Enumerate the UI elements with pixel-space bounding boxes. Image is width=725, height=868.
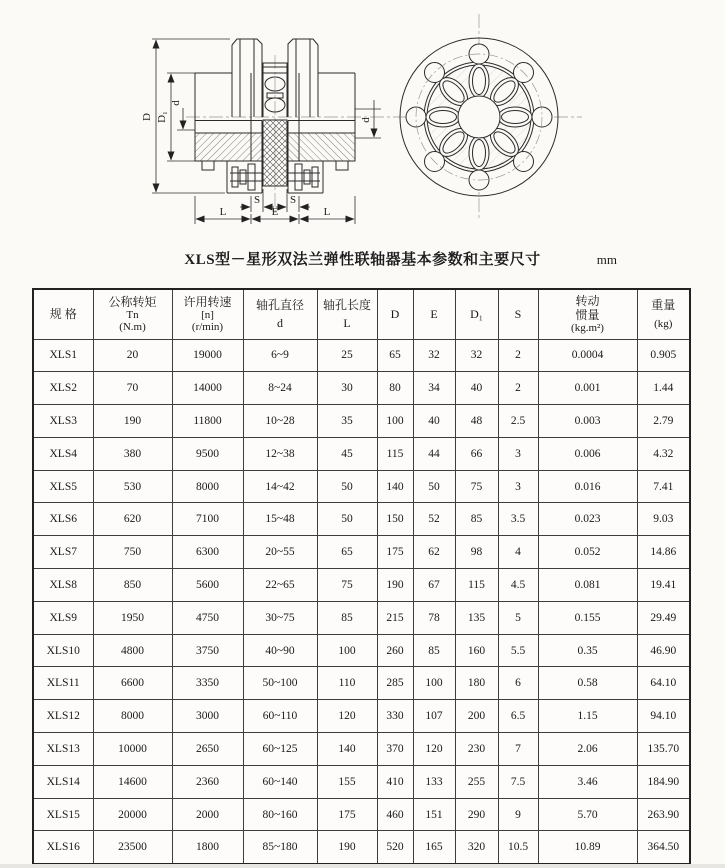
value-cell: 3.46 (538, 765, 637, 798)
spec-cell: XLS15 (33, 798, 93, 831)
value-cell: 7.5 (498, 765, 538, 798)
value-cell: 255 (455, 765, 498, 798)
value-cell: 60~110 (243, 700, 317, 733)
value-cell: 9 (498, 798, 538, 831)
value-cell: 9.03 (637, 503, 690, 536)
dim-label-L-right: L (323, 206, 331, 218)
value-cell: 107 (413, 700, 455, 733)
value-cell: 22~65 (243, 569, 317, 602)
value-cell: 1800 (172, 831, 243, 864)
value-cell: 0.006 (538, 437, 637, 470)
value-cell: 7100 (172, 503, 243, 536)
value-cell: 20000 (93, 798, 172, 831)
value-cell: 45 (317, 437, 377, 470)
table-row (33, 700, 690, 733)
value-cell: 9500 (172, 437, 243, 470)
value-cell: 23500 (93, 831, 172, 864)
value-cell: 115 (455, 569, 498, 602)
spec-cell: XLS5 (33, 470, 93, 503)
value-cell: 364.50 (637, 831, 690, 864)
table-row (33, 667, 690, 700)
value-cell: 4.32 (637, 437, 690, 470)
value-cell: 184.90 (637, 765, 690, 798)
value-cell: 135.70 (637, 733, 690, 766)
value-cell: 60~140 (243, 765, 317, 798)
col-header-speed: 许用转速 [n] (r/min) (172, 289, 243, 339)
value-cell: 10000 (93, 733, 172, 766)
value-cell: 0.001 (538, 372, 637, 405)
table-title: XLS型－星形双法兰弹性联轴器基本参数和主要尺寸 (184, 252, 541, 268)
value-cell: 190 (93, 405, 172, 438)
value-cell: 94.10 (637, 700, 690, 733)
table-row (33, 437, 690, 470)
value-cell: 1.44 (637, 372, 690, 405)
value-cell: 5.70 (538, 798, 637, 831)
value-cell: 140 (377, 470, 413, 503)
value-cell: 0.905 (637, 339, 690, 372)
value-cell: 25 (317, 339, 377, 372)
value-cell: 530 (93, 470, 172, 503)
value-cell: 14600 (93, 765, 172, 798)
value-cell: 0.0004 (538, 339, 637, 372)
value-cell: 14~42 (243, 470, 317, 503)
value-cell: 66 (455, 437, 498, 470)
spec-cell: XLS1 (33, 339, 93, 372)
value-cell: 120 (413, 733, 455, 766)
value-cell: 4 (498, 536, 538, 569)
table-row (33, 405, 690, 438)
value-cell: 2360 (172, 765, 243, 798)
dim-label-S-right: S (289, 194, 297, 206)
page-bottom-edge (0, 864, 725, 868)
value-cell: 100 (413, 667, 455, 700)
value-cell: 85 (317, 601, 377, 634)
dim-label-D: D (141, 113, 153, 121)
value-cell: 620 (93, 503, 172, 536)
value-cell: 32 (455, 339, 498, 372)
value-cell: 135 (455, 601, 498, 634)
col-header-D1: D₁ (455, 289, 498, 339)
col-header-bore: 轴孔直径 d (243, 289, 317, 339)
value-cell: 8~24 (243, 372, 317, 405)
value-cell: 40~90 (243, 634, 317, 667)
value-cell: 4750 (172, 601, 243, 634)
value-cell: 46.90 (637, 634, 690, 667)
value-cell: 3.5 (498, 503, 538, 536)
value-cell: 50~100 (243, 667, 317, 700)
value-cell: 14.86 (637, 536, 690, 569)
value-cell: 10.5 (498, 831, 538, 864)
value-cell: 35 (317, 405, 377, 438)
table-title-row (0, 248, 725, 272)
value-cell: 2650 (172, 733, 243, 766)
value-cell: 85~180 (243, 831, 317, 864)
value-cell: 6600 (93, 667, 172, 700)
table-row (33, 470, 690, 503)
value-cell: 0.023 (538, 503, 637, 536)
value-cell: 70 (93, 372, 172, 405)
value-cell: 3750 (172, 634, 243, 667)
value-cell: 215 (377, 601, 413, 634)
value-cell: 80 (377, 372, 413, 405)
value-cell: 3 (498, 437, 538, 470)
value-cell: 5 (498, 601, 538, 634)
spec-cell: XLS12 (33, 700, 93, 733)
table-row (33, 503, 690, 536)
value-cell: 3 (498, 470, 538, 503)
value-cell: 290 (455, 798, 498, 831)
value-cell: 75 (455, 470, 498, 503)
value-cell: 65 (317, 536, 377, 569)
value-cell: 2000 (172, 798, 243, 831)
table-row (33, 569, 690, 602)
col-header-S: S (498, 289, 538, 339)
value-cell: 6~9 (243, 339, 317, 372)
value-cell: 34 (413, 372, 455, 405)
value-cell: 750 (93, 536, 172, 569)
value-cell: 263.90 (637, 798, 690, 831)
value-cell: 30 (317, 372, 377, 405)
front-view (400, 38, 558, 196)
value-cell: 60~125 (243, 733, 317, 766)
spec-cell: XLS2 (33, 372, 93, 405)
spec-cell: XLS4 (33, 437, 93, 470)
dim-label-D1: D₁ (156, 111, 168, 123)
table-row (33, 536, 690, 569)
value-cell: 0.016 (538, 470, 637, 503)
spec-cell: XLS9 (33, 601, 93, 634)
value-cell: 10.89 (538, 831, 637, 864)
value-cell: 10~28 (243, 405, 317, 438)
value-cell: 19000 (172, 339, 243, 372)
value-cell: 78 (413, 601, 455, 634)
col-header-torque: 公称转矩 Tn (N.m) (93, 289, 172, 339)
value-cell: 120 (317, 700, 377, 733)
value-cell: 30~75 (243, 601, 317, 634)
value-cell: 7 (498, 733, 538, 766)
coupling-drawing (0, 0, 725, 248)
spec-cell: XLS8 (33, 569, 93, 602)
col-header-E: E (413, 289, 455, 339)
spec-table-body (33, 339, 690, 864)
value-cell: 5.5 (498, 634, 538, 667)
value-cell: 410 (377, 765, 413, 798)
center-bore (458, 96, 500, 138)
value-cell: 8000 (172, 470, 243, 503)
value-cell: 2 (498, 339, 538, 372)
value-cell: 0.081 (538, 569, 637, 602)
technical-drawing (0, 0, 725, 248)
value-cell: 165 (413, 831, 455, 864)
value-cell: 6300 (172, 536, 243, 569)
value-cell: 100 (317, 634, 377, 667)
spec-cell: XLS11 (33, 667, 93, 700)
side-section-view (141, 39, 381, 224)
value-cell: 320 (455, 831, 498, 864)
spec-cell: XLS3 (33, 405, 93, 438)
value-cell: 380 (93, 437, 172, 470)
spec-cell: XLS10 (33, 634, 93, 667)
table-row (33, 372, 690, 405)
value-cell: 65 (377, 339, 413, 372)
value-cell: 2.5 (498, 405, 538, 438)
value-cell: 85 (455, 503, 498, 536)
value-cell: 67 (413, 569, 455, 602)
value-cell: 2 (498, 372, 538, 405)
value-cell: 62 (413, 536, 455, 569)
value-cell: 151 (413, 798, 455, 831)
value-cell: 14000 (172, 372, 243, 405)
spec-cell: XLS7 (33, 536, 93, 569)
value-cell: 5600 (172, 569, 243, 602)
value-cell: 2.79 (637, 405, 690, 438)
value-cell: 0.35 (538, 634, 637, 667)
spec-cell: XLS16 (33, 831, 93, 864)
value-cell: 260 (377, 634, 413, 667)
table-row (33, 798, 690, 831)
value-cell: 850 (93, 569, 172, 602)
value-cell: 64.10 (637, 667, 690, 700)
value-cell: 8000 (93, 700, 172, 733)
value-cell: 0.003 (538, 405, 637, 438)
table-row (33, 339, 690, 372)
spec-cell: XLS6 (33, 503, 93, 536)
value-cell: 6 (498, 667, 538, 700)
value-cell: 200 (455, 700, 498, 733)
value-cell: 180 (455, 667, 498, 700)
value-cell: 15~48 (243, 503, 317, 536)
col-header-spec: 规 格 (33, 289, 93, 339)
value-cell: 190 (377, 569, 413, 602)
spec-cell: XLS14 (33, 765, 93, 798)
table-row (33, 733, 690, 766)
value-cell: 175 (377, 536, 413, 569)
value-cell: 190 (317, 831, 377, 864)
value-cell: 3000 (172, 700, 243, 733)
value-cell: 29.49 (637, 601, 690, 634)
value-cell: 140 (317, 733, 377, 766)
value-cell: 32 (413, 339, 455, 372)
value-cell: 85 (413, 634, 455, 667)
value-cell: 52 (413, 503, 455, 536)
spec-cell: XLS13 (33, 733, 93, 766)
value-cell: 19.41 (637, 569, 690, 602)
dim-label-d-right: d (360, 117, 372, 123)
value-cell: 98 (455, 536, 498, 569)
dim-label-E: E (271, 206, 279, 218)
value-cell: 40 (413, 405, 455, 438)
value-cell: 330 (377, 700, 413, 733)
value-cell: 1.15 (538, 700, 637, 733)
value-cell: 160 (455, 634, 498, 667)
dim-label-S-left: S (253, 194, 261, 206)
value-cell: 150 (377, 503, 413, 536)
value-cell: 40 (455, 372, 498, 405)
col-header-inertia: 转动 惯量 (kg.m²) (538, 289, 637, 339)
spec-table-header (33, 289, 690, 339)
value-cell: 1950 (93, 601, 172, 634)
table-row (33, 765, 690, 798)
value-cell: 0.155 (538, 601, 637, 634)
table-row (33, 601, 690, 634)
value-cell: 175 (317, 798, 377, 831)
dim-label-d-left: d (170, 100, 182, 106)
value-cell: 48 (455, 405, 498, 438)
value-cell: 50 (317, 503, 377, 536)
value-cell: 2.06 (538, 733, 637, 766)
value-cell: 0.58 (538, 667, 637, 700)
value-cell: 460 (377, 798, 413, 831)
value-cell: 44 (413, 437, 455, 470)
value-cell: 6.5 (498, 700, 538, 733)
value-cell: 285 (377, 667, 413, 700)
col-header-length: 轴孔长度 L (317, 289, 377, 339)
col-header-weight: 重量 (kg) (637, 289, 690, 339)
value-cell: 0.052 (538, 536, 637, 569)
value-cell: 4800 (93, 634, 172, 667)
value-cell: 115 (377, 437, 413, 470)
value-cell: 20 (93, 339, 172, 372)
value-cell: 80~160 (243, 798, 317, 831)
value-cell: 11800 (172, 405, 243, 438)
value-cell: 20~55 (243, 536, 317, 569)
value-cell: 370 (377, 733, 413, 766)
unit-label: mm (596, 252, 617, 267)
value-cell: 110 (317, 667, 377, 700)
value-cell: 230 (455, 733, 498, 766)
table-row (33, 634, 690, 667)
value-cell: 133 (413, 765, 455, 798)
value-cell: 100 (377, 405, 413, 438)
value-cell: 155 (317, 765, 377, 798)
spec-table (32, 288, 691, 865)
value-cell: 520 (377, 831, 413, 864)
value-cell: 4.5 (498, 569, 538, 602)
value-cell: 50 (413, 470, 455, 503)
col-header-D: D (377, 289, 413, 339)
value-cell: 7.41 (637, 470, 690, 503)
dim-label-L-left: L (219, 206, 227, 218)
value-cell: 12~38 (243, 437, 317, 470)
value-cell: 50 (317, 470, 377, 503)
table-row (33, 831, 690, 864)
value-cell: 3350 (172, 667, 243, 700)
value-cell: 75 (317, 569, 377, 602)
